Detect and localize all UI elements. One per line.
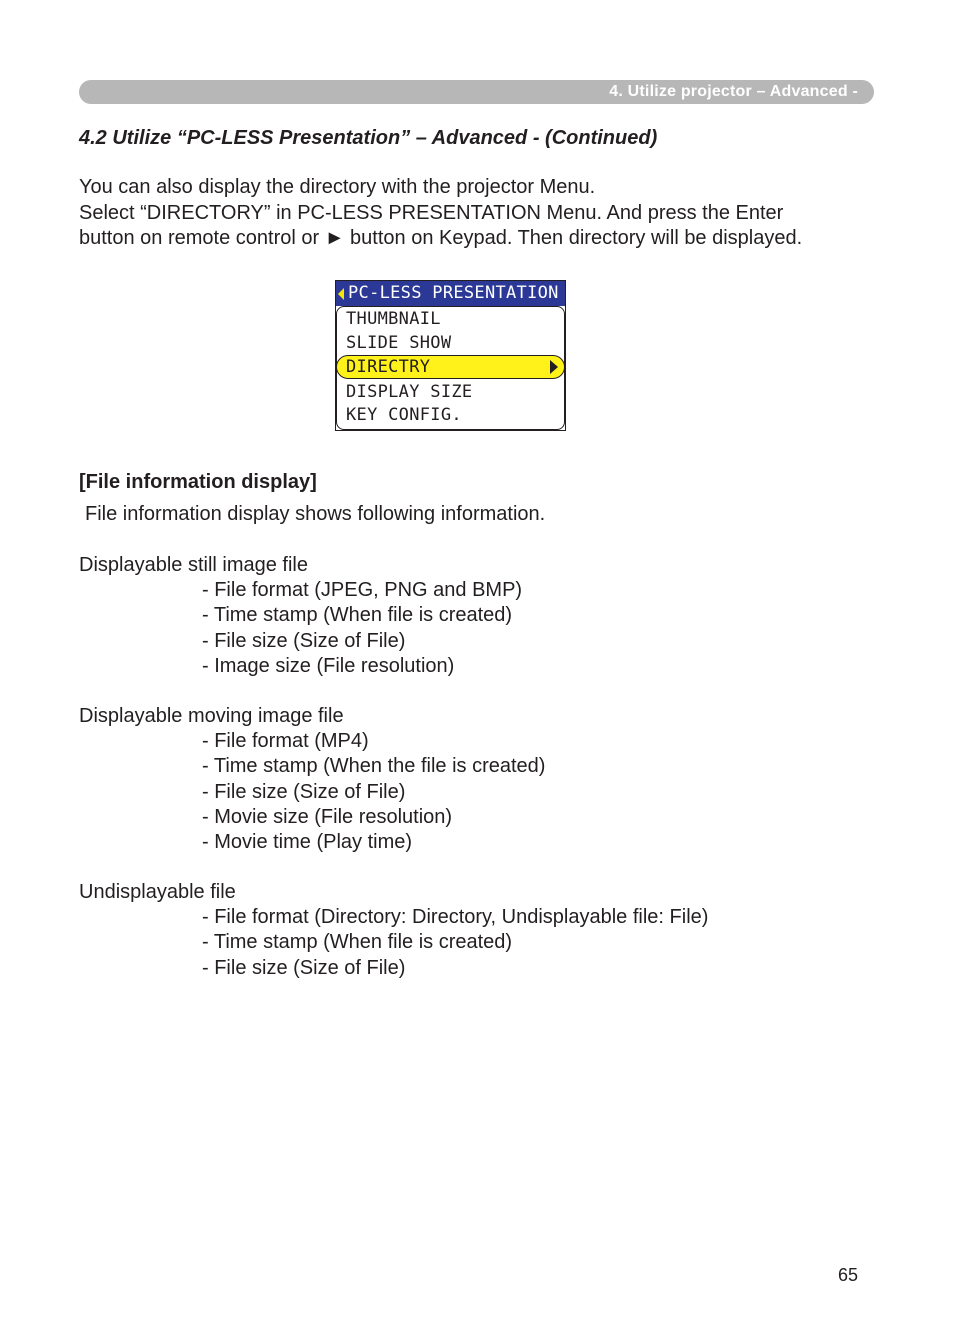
intro-paragraph — [79, 175, 802, 252]
group-title: Undisplayable file — [79, 881, 236, 903]
group-title: Displayable moving image file — [79, 705, 344, 727]
list-item: - File size (Size of File) — [202, 629, 406, 652]
intro-line: Select “DIRECTORY” in PC-LESS PRESENTATION Menu. And press the Enter — [79, 201, 784, 224]
list-item: - Time stamp (When the file is created) — [202, 755, 546, 778]
back-arrow-icon — [338, 288, 344, 300]
menu-item-directry[interactable] — [336, 355, 565, 379]
pc-less-presentation-menu — [335, 280, 566, 431]
undisplayable-group — [79, 880, 708, 981]
list-item: - File size (Size of File) — [202, 956, 406, 979]
section-header-bar — [79, 80, 874, 104]
file-info-heading: [File information display] — [79, 471, 317, 493]
menu-title: PC-LESS PRESENTATION — [348, 283, 559, 303]
menu-item-slide-show[interactable]: SLIDE SHOW — [346, 333, 452, 353]
menu-item-label: DIRECTRY — [346, 357, 431, 377]
list-item: - File format (Directory: Directory, Undisplayable file: File) — [202, 906, 709, 929]
list-item: - Movie size (File resolution) — [202, 805, 453, 828]
list-item: - File format (JPEG, PNG and BMP) — [202, 579, 523, 602]
moving-image-group — [79, 704, 545, 855]
intro-line: button on remote control or ► button on Keypad. Then directory will be displayed. — [79, 227, 803, 249]
menu-item-display-size[interactable]: DISPLAY SIZE — [346, 382, 473, 402]
menu-body — [336, 306, 565, 430]
list-item: - File size (Size of File) — [202, 780, 406, 803]
still-image-group — [79, 553, 522, 679]
list-item: - Image size (File resolution) — [202, 654, 455, 677]
menu-title-bar — [336, 281, 565, 306]
list-item: - Movie time (Play time) — [202, 831, 413, 854]
page-title: 4.2 Utilize “PC-LESS Presentation” – Advanced - (Continued) — [79, 127, 658, 149]
menu-item-thumbnail[interactable]: THUMBNAIL — [346, 309, 441, 329]
file-info-intro: File information display shows following information. — [85, 503, 546, 525]
intro-line: You can also display the directory with the projector Menu. — [79, 176, 596, 198]
section-header-text: 4. Utilize projector – Advanced - — [609, 83, 858, 100]
list-item: - Time stamp (When file is created) — [202, 604, 513, 627]
list-item: - Time stamp (When file is created) — [202, 931, 513, 954]
list-item: - File format (MP4) — [202, 730, 369, 753]
page-number: 65 — [838, 1265, 859, 1285]
enter-arrow-icon — [550, 360, 558, 374]
menu-item-key-config[interactable]: KEY CONFIG. — [346, 405, 462, 425]
group-title: Displayable still image file — [79, 554, 308, 576]
